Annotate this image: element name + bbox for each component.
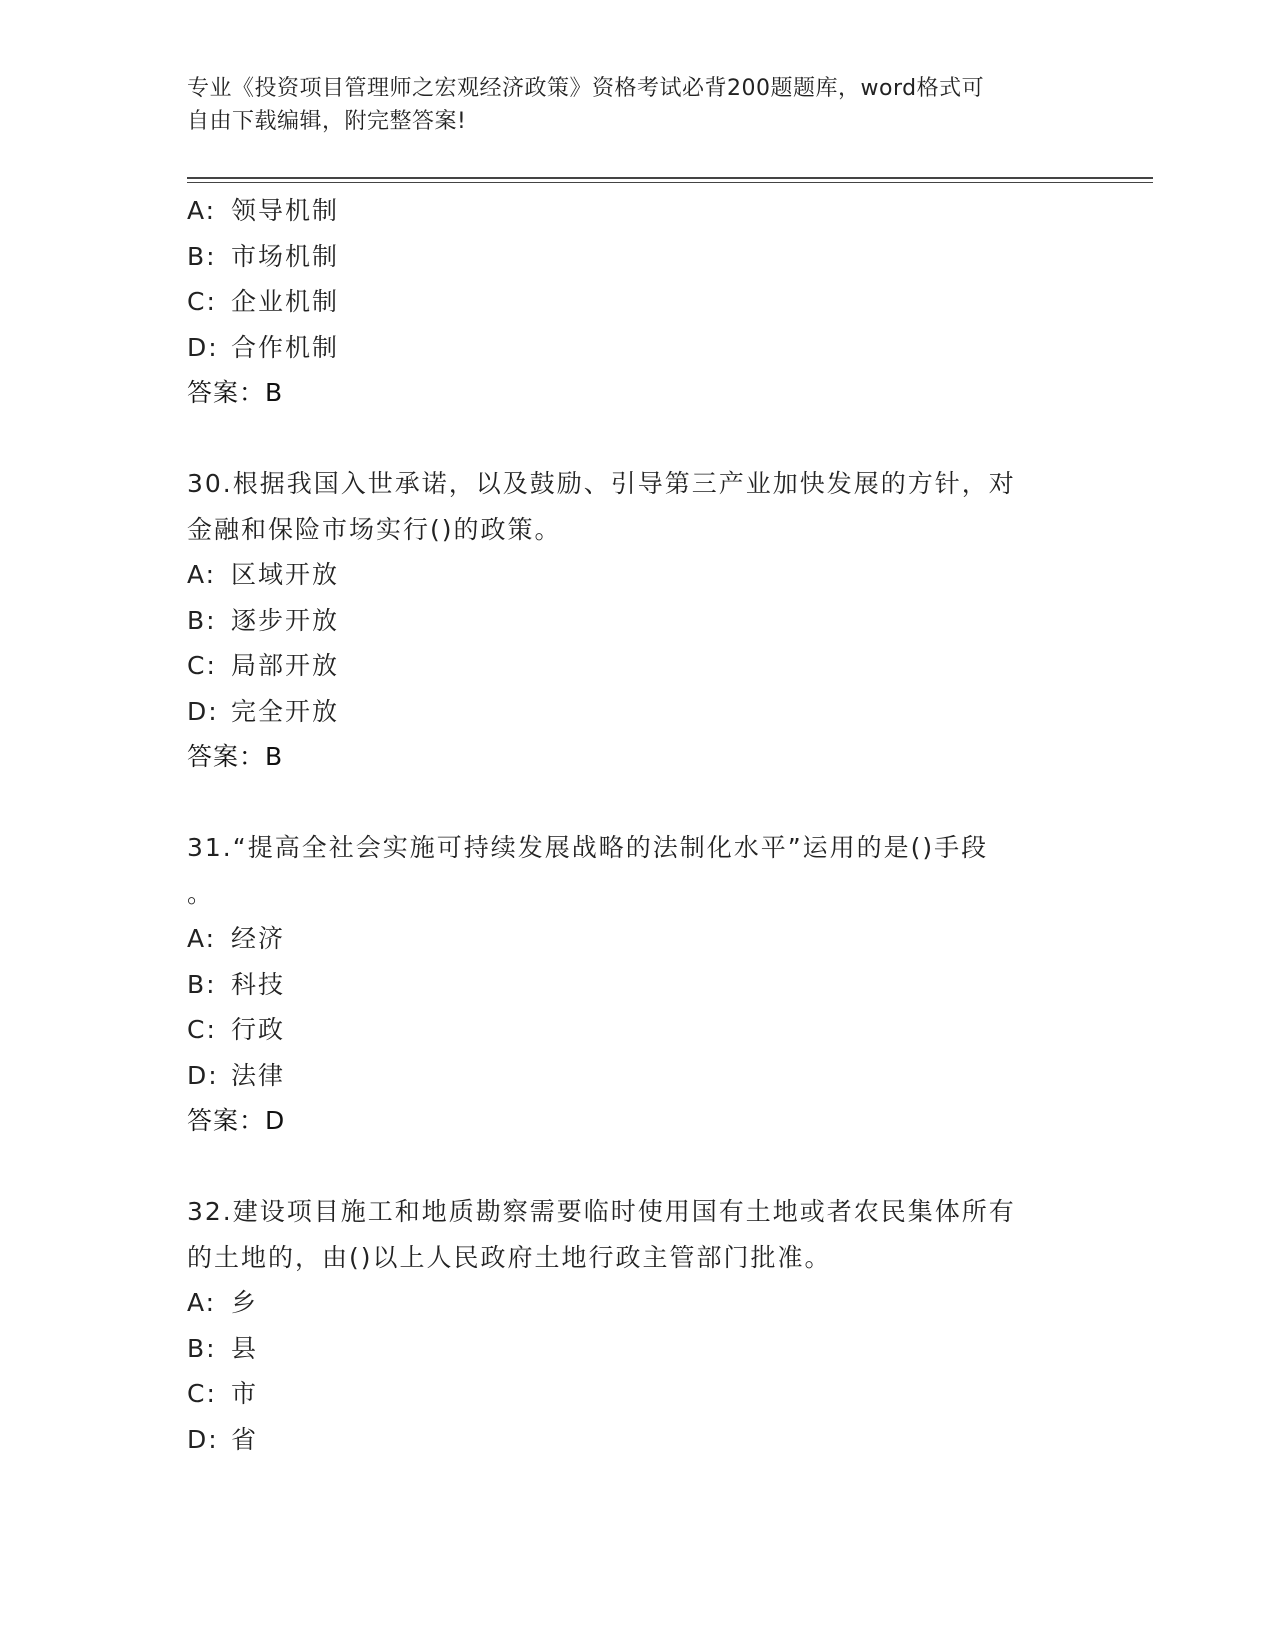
spacer [187, 780, 1087, 826]
option-text: 完全开放 [231, 696, 340, 726]
header-line-1: 专业《投资项目管理师之宏观经济政策》资格考试必背200题题库，word格式可 [187, 76, 985, 101]
option-text: 市场机制 [231, 241, 340, 271]
option-c [187, 1007, 1087, 1053]
option-c [187, 1371, 1087, 1417]
question-text [187, 1189, 1077, 1280]
question-text [187, 825, 1077, 916]
option-key: D: [187, 332, 219, 362]
option-key: B: [187, 605, 217, 635]
option-key: A: [187, 196, 217, 225]
question-line-1: 30.根据我国入世承诺，以及鼓励、引导第三产业加快发展的方针，对 [187, 469, 1016, 498]
option-d [187, 1053, 1087, 1099]
option-text: 县 [231, 1333, 259, 1363]
question-text [187, 461, 1077, 552]
spacer [187, 416, 1087, 462]
option-text: 省 [231, 1424, 259, 1454]
option-key: D: [187, 1060, 219, 1090]
option-d [187, 325, 1087, 371]
option-key: D: [187, 696, 219, 726]
option-c [187, 279, 1087, 325]
header-divider-thick [187, 177, 1153, 179]
option-key: D: [187, 1424, 219, 1454]
option-b [187, 1326, 1087, 1372]
option-c [187, 643, 1087, 689]
option-text: 企业机制 [231, 287, 340, 316]
spacer [187, 1144, 1087, 1190]
option-a [187, 1280, 1087, 1326]
option-key: C: [187, 1015, 217, 1044]
option-key: B: [187, 969, 217, 999]
question-block-32 [187, 1189, 1087, 1462]
question-line-2: 金融和保险市场实行()的政策。 [187, 514, 562, 544]
answer-line: 答案：B [187, 742, 284, 771]
option-key: A: [187, 924, 217, 953]
option-key: C: [187, 1379, 217, 1408]
answer-line: 答案：B [187, 378, 284, 407]
option-text: 市 [231, 1379, 259, 1408]
option-text: 法律 [231, 1060, 286, 1090]
option-text: 逐步开放 [231, 605, 340, 635]
option-b [187, 234, 1087, 280]
question-line-1: 31.“提高全社会实施可持续发展战略的法制化水平”运用的是()手段 [187, 833, 989, 862]
option-text: 合作机制 [231, 332, 340, 362]
option-text: 行政 [231, 1015, 286, 1044]
option-text: 领导机制 [231, 196, 340, 225]
header-line-2: 自由下载编辑，附完整答案! [187, 109, 467, 134]
header-divider-thin [187, 182, 1153, 183]
page-header [187, 72, 1067, 138]
answer-line: 答案：D [187, 1106, 286, 1135]
option-key: C: [187, 651, 217, 680]
option-text: 经济 [231, 924, 286, 953]
option-d [187, 689, 1087, 735]
question-line-2: 的土地的，由()以上人民政府土地行政主管部门批准。 [187, 1242, 832, 1272]
question-block-29 [187, 188, 1087, 416]
option-d [187, 1417, 1087, 1463]
option-text: 局部开放 [231, 651, 340, 680]
option-key: A: [187, 1288, 217, 1317]
question-list [187, 188, 1087, 1462]
question-line-2: 。 [187, 878, 215, 908]
question-line-1: 32.建设项目施工和地质勘察需要临时使用国有土地或者农民集体所有 [187, 1197, 1016, 1226]
option-b [187, 598, 1087, 644]
option-text: 区域开放 [231, 560, 340, 589]
option-key: B: [187, 1333, 217, 1363]
option-text: 科技 [231, 969, 286, 999]
option-b [187, 962, 1087, 1008]
option-a [187, 188, 1087, 234]
option-a [187, 916, 1087, 962]
option-key: C: [187, 287, 217, 316]
option-a [187, 552, 1087, 598]
option-text: 乡 [231, 1288, 259, 1317]
option-key: B: [187, 241, 217, 271]
question-block-30 [187, 461, 1087, 780]
option-key: A: [187, 560, 217, 589]
question-block-31 [187, 825, 1087, 1144]
